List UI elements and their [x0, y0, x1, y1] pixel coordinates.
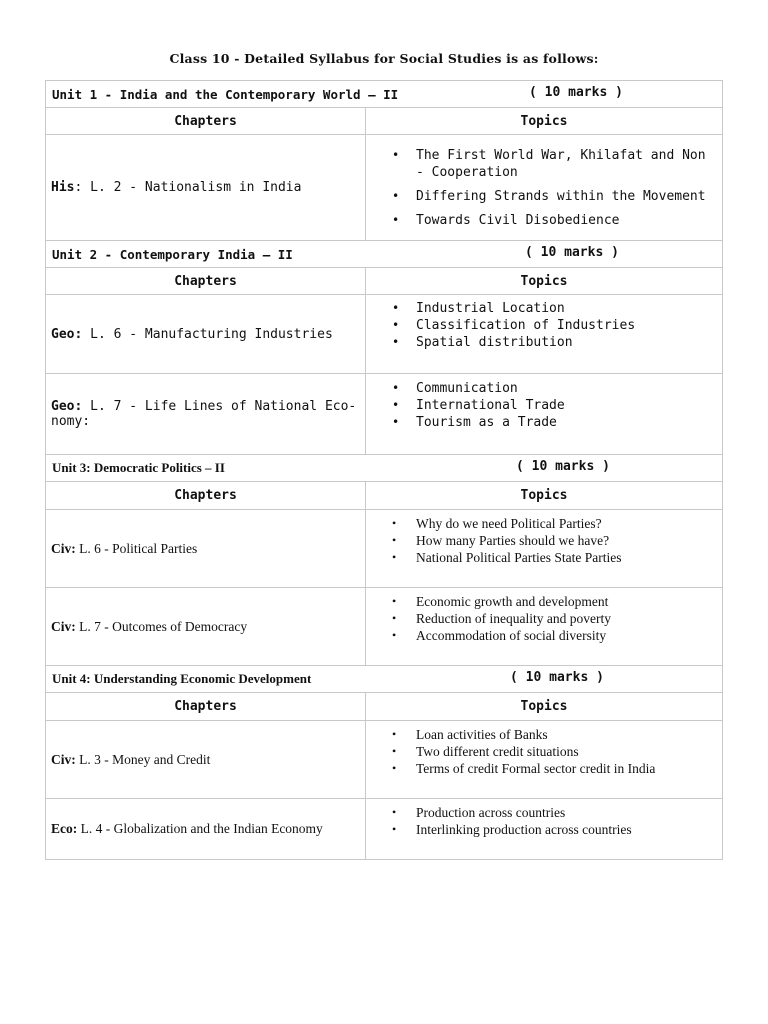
unit-marks: ( 10 marks ) [516, 459, 610, 474]
chapter-cell [46, 135, 366, 240]
topic-list [366, 300, 722, 351]
list-item: • Industrial Location [416, 300, 716, 317]
column-header-row [46, 482, 722, 510]
chapter-name: L. 7 - Life Lines of National Eco-nomy: [51, 399, 357, 429]
table-row [46, 588, 722, 665]
list-item: • Spatial distribution [416, 334, 716, 351]
subject-prefix: Geo: [51, 326, 83, 342]
chapter-cell [46, 721, 366, 798]
table-row [46, 135, 722, 240]
table-row [46, 295, 722, 374]
chapter-cell [46, 295, 366, 373]
list-item: • Differing Strands within the Movement [416, 188, 716, 205]
topics-cell [366, 295, 722, 373]
column-header-row [46, 108, 722, 135]
list-item: • Production across countries [416, 804, 716, 821]
subject-prefix: Civ: [51, 751, 76, 767]
list-item: • Economic growth and development [416, 593, 716, 610]
list-item: • Terms of credit Formal sector credit in India [416, 760, 716, 777]
topics-cell [366, 374, 722, 454]
topic-list [366, 380, 722, 431]
table-row [46, 721, 722, 799]
topic-list [366, 804, 722, 838]
topics-cell [366, 510, 722, 587]
topics-cell [366, 721, 722, 798]
list-item: • Classification of Industries [416, 317, 716, 334]
list-item: • Two different credit situations [416, 743, 716, 760]
topic-list [366, 593, 722, 644]
list-item: • Communication [416, 380, 716, 397]
chapters-header: Chapters [46, 693, 366, 720]
topics-header: Topics [520, 488, 568, 503]
unit-marks: ( 10 marks ) [529, 85, 623, 100]
list-item: • Accommodation of social diversity [416, 627, 716, 644]
topics-cell [366, 588, 722, 665]
unit-header [46, 455, 722, 482]
chapter-cell [46, 588, 366, 665]
topics-cell [366, 135, 722, 240]
list-item: • The First World War, Khilafat and Non - Cooperation [416, 147, 716, 181]
subject-prefix: Civ: [51, 618, 76, 634]
chapter-name: : L. 2 - Nationalism in India [74, 180, 302, 195]
unit-header [46, 81, 722, 108]
subject-prefix: Geo: [51, 399, 83, 414]
subject-prefix: Eco: [51, 821, 78, 836]
subject-prefix: Civ: [51, 540, 76, 556]
table-row [46, 799, 722, 859]
table-row [46, 374, 722, 454]
column-header-row [46, 693, 722, 721]
topics-header: Topics [520, 113, 568, 129]
list-item: • International Trade [416, 397, 716, 414]
chapters-header: Chapters [46, 482, 366, 509]
syllabus-table [45, 80, 723, 860]
list-item: • How many Parties should we have? [416, 532, 716, 549]
topic-list [366, 726, 722, 777]
list-item: • National Political Parties State Parties [416, 549, 716, 566]
table-row [46, 510, 722, 588]
unit-header [46, 666, 722, 693]
unit-marks: ( 10 marks ) [525, 245, 619, 260]
topic-list [366, 515, 722, 566]
unit-marks: ( 10 marks ) [510, 670, 604, 685]
unit-title: Unit 2 - Contemporary India – II [52, 246, 293, 262]
list-item: • Interlinking production across countries [416, 821, 716, 838]
chapters-header: Chapters [46, 268, 366, 294]
unit-block-4 [45, 665, 723, 860]
unit-header [46, 241, 722, 268]
column-header-row [46, 268, 722, 295]
unit-title: Unit 1 - India and the Contemporary World – II [52, 86, 399, 102]
chapter-name: L. 7 - Outcomes of Democracy [75, 618, 248, 634]
list-item: • Towards Civil Disobedience [416, 212, 716, 229]
chapter-cell [46, 510, 366, 587]
list-item: • Tourism as a Trade [416, 414, 716, 431]
page-title: Class 10 - Detailed Syllabus for Social Studies is as follows: [169, 51, 599, 66]
topics-cell [366, 799, 722, 859]
topic-list [366, 147, 722, 229]
chapters-header: Chapters [46, 108, 366, 134]
unit-title: Unit 3: Democratic Politics – II [52, 460, 225, 475]
subject-prefix: His [51, 180, 75, 195]
topics-header: Topics [520, 273, 568, 289]
chapter-name: L. 4 - Globalization and the Indian Economy [77, 821, 323, 836]
list-item: • Loan activities of Banks [416, 726, 716, 743]
chapter-name: L. 3 - Money and Credit [75, 751, 211, 767]
unit-title: Unit 4: Understanding Economic Development [52, 671, 312, 686]
unit-block-1 [45, 80, 723, 240]
chapter-name: L. 6 - Manufacturing Industries [82, 326, 333, 342]
unit-block-2 [45, 240, 723, 454]
chapter-cell [46, 799, 366, 859]
unit-block-3 [45, 454, 723, 665]
chapter-cell [46, 374, 366, 454]
chapter-name: L. 6 - Political Parties [75, 540, 198, 556]
list-item: • Reduction of inequality and poverty [416, 610, 716, 627]
list-item: • Why do we need Political Parties? [416, 515, 716, 532]
topics-header: Topics [520, 699, 568, 714]
